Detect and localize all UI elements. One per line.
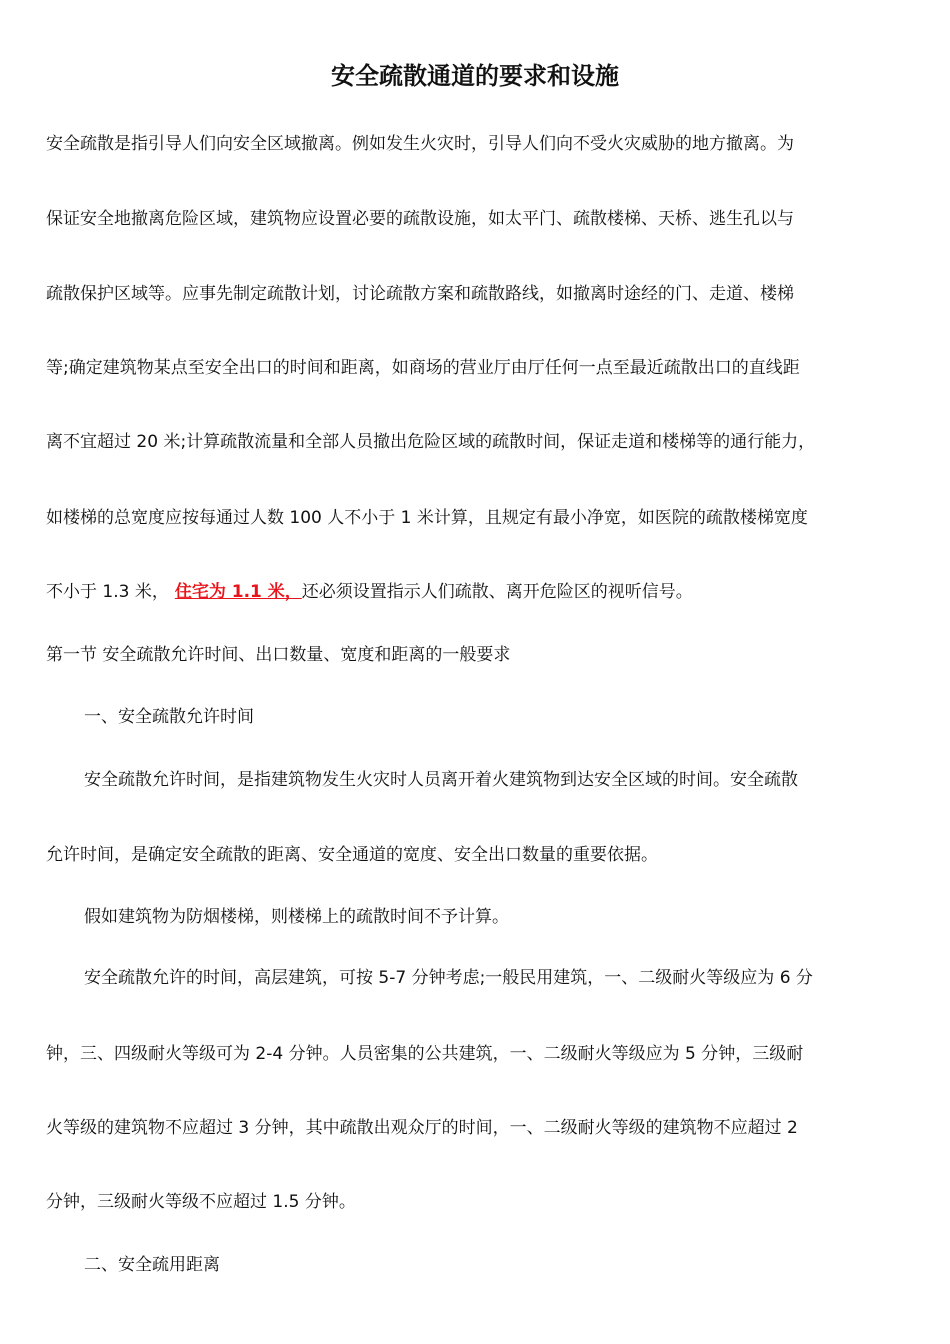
intro-line-6: 如楼梯的总宽度应按每通过人数 100 人不小于 1 米计算，且规定有最小净宽，如医院的疏散楼梯宽度 [46,508,808,528]
intro-line-7 [46,580,693,604]
intro-line-5: 离不宜超过 20 米;计算疏散流量和全部人员撤出危险区域的疏散时间，保证走道和楼梯等的通行能力， [46,432,816,452]
section-heading: 第一节 安全疏散允许时间、出口数量、宽度和距离的一般要求 [46,645,511,665]
paragraph-1-line-2: 允许时间，是确定安全疏散的距离、安全通道的宽度、安全出口数量的重要依据。 [46,845,658,865]
document-title: 安全疏散通道的要求和设施 [331,62,619,90]
paragraph-2: 假如建筑物为防烟楼梯，则楼梯上的疏散时间不予计算。 [84,907,509,927]
intro-line-1: 安全疏散是指引导人们向安全区域撤离。例如发生火灾时，引导人们向不受火灾威胁的地方撤离。为 [46,134,794,154]
paragraph-3-line-1: 安全疏散允许的时间，高层建筑，可按 5-7 分钟考虑;一般民用建筑，一、二级耐火等级应为 6 分 [84,968,813,988]
paragraph-3-line-3: 火等级的建筑物不应超过 3 分钟，其中疏散出观众厅的时间，一、二级耐火等级的建筑物不应超过 2 [46,1118,798,1138]
paragraph-3-line-4: 分钟，三级耐火等级不应超过 1.5 分钟。 [46,1192,356,1212]
subsection-1-heading: 一、安全疏散允许时间 [84,707,254,727]
intro-line-2: 保证安全地撤离危险区域，建筑物应设置必要的疏散设施，如太平门、疏散楼梯、天桥、逃生孔以与 [46,209,794,229]
highlighted-text: 住宅为 1.1 米， [174,582,302,602]
intro-line-3: 疏散保护区域等。应事先制定疏散计划，讨论疏散方案和疏散路线，如撤离时途经的门、走道、楼梯 [46,284,794,304]
paragraph-1-line-1: 安全疏散允许时间，是指建筑物发生火灾时人员离开着火建筑物到达安全区域的时间。安全疏散 [84,770,798,790]
paragraph-3-line-2: 钟，三、四级耐火等级可为 2-4 分钟。人员密集的公共建筑，一、二级耐火等级应为 5 分钟，三级耐 [46,1044,804,1064]
subsection-2-heading: 二、安全疏用距离 [84,1255,220,1275]
intro-line-4: 等;确定建筑物某点至安全出口的时间和距离，如商场的营业厅由厅任何一点至最近疏散出口的直线距 [46,358,800,378]
intro-line-7-end: 还必须设置指示人们疏散、离开危险区的视听信号。 [301,582,693,602]
intro-line-7-start: 不小于 1.3 米， [46,582,169,602]
